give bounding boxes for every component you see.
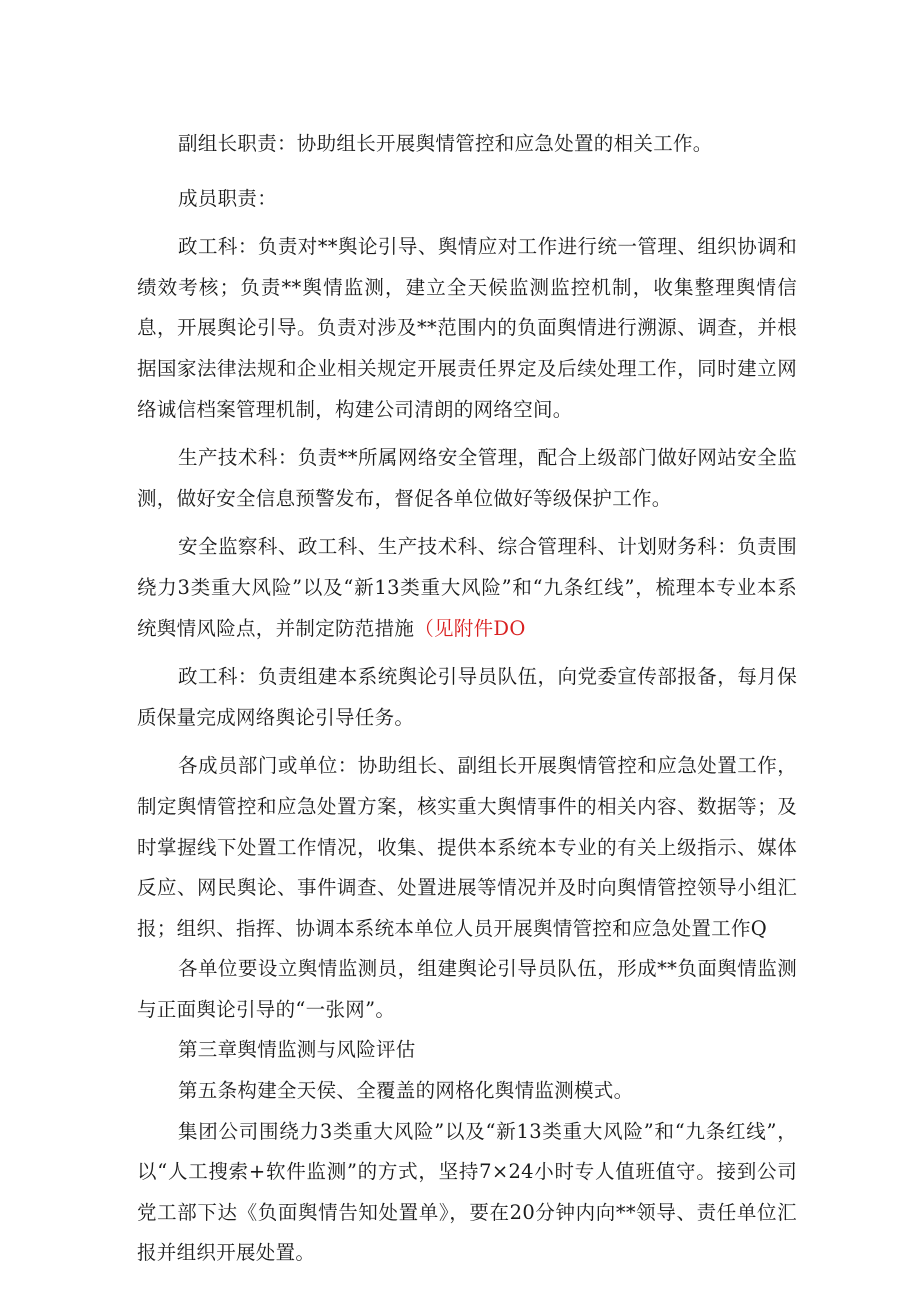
paragraph-political-dept-duties: 政工科：负责对**舆论引导、舆情应对工作进行统一管理、组织协调和绩效考核；负责**舆情监测，建立全天候监测监控机制，收集整理舆情信息，开展舆论引导。负责对涉及**范围内的负面舆情进行溯源、调查，并根据国家法律法规和企业相关规定开展责任界定及后续处理工作，同时建立网络诚信档案管理机制，构建公司清朗的网络空间。 [137,235,797,421]
paragraph-safety-dept-duties [137,527,797,649]
document-body [137,124,797,1274]
chapter-three-heading: 第三章舆情监测与风险评估 [178,1038,416,1062]
paragraph-safety-dept-text: 安全监察科、政工科、生产技术科、综合管理科、计划财务科：负责围绕力3类重大风险”以及“新13类重大风险”和“九条红线”，梳理本专业本系统舆情风险点，并制定防范措施 [137,535,797,640]
paragraph-political-dept-team: 政工科：负责组建本系统舆论引导员队伍，向党委宣传部报备，每月保质保量完成网络舆论引导任务。 [137,665,797,729]
paragraph-member-duties-heading: 成员职责： [178,186,278,210]
paragraph-production-tech-duties: 生产技术科：负责**所属网络安全管理，配合上级部门做好网站安全监测，做好安全信息预警发布，督促各单位做好等级保护工作。 [137,446,797,510]
paragraph-group-monitoring: 集团公司围绕力3类重大风险”以及“新13类重大风险”和“九条红线”，以“人工搜索+软件监测”的方式，坚持7×24小时专人值班值守。接到公司党工部下达《负面舆情告知处置单》，要在20分钟内向**领导、责任单位汇报并组织开展处置。 [137,1119,797,1265]
article-five-heading: 第五条构建全天侯、全覆盖的网格化舆情监测模式。 [178,1079,634,1103]
paragraph-deputy-leader-duties: 副组长职责：协助组长开展舆情管控和应急处置的相关工作。 [178,132,713,155]
appendix-reference: （见附件DO [414,616,526,640]
paragraph-member-units-duties: 各成员部门或单位：协助组长、副组长开展舆情管控和应急处置工作，制定舆情管控和应急处置方案，核实重大舆情事件的相关内容、数据等；及时掌握线下处置工作情况，收集、提供本系统本专业的有关上级指示、媒体反应、网民舆论、事件调查、处置进展等情况并及时向舆情管控领导小组汇报；组织、指挥、协调本系统本单位人员开展舆情管控和应急处置工作Q [137,754,797,940]
paragraph-monitor-setup: 各单位要设立舆情监测员，组建舆论引导员队伍，形成**负面舆情监测与正面舆论引导的“一张网”。 [137,957,797,1021]
